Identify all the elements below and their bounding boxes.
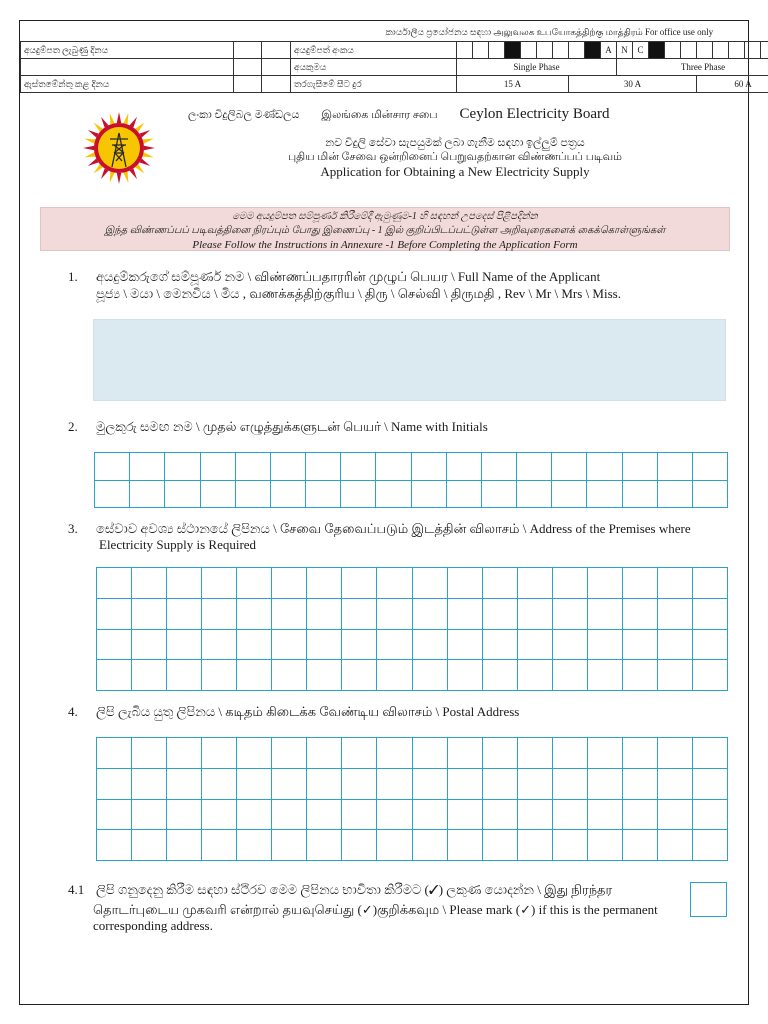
grid-cell[interactable] [132,568,167,599]
grid-cell[interactable] [518,568,553,599]
question-2-label: මුලකුරු සමඟ නම \ முதல் எழுத்துக்களுடன் பெயர் \ Name with Initials [96,419,488,434]
grid-cell[interactable] [447,481,482,509]
grid-cell[interactable] [95,481,130,509]
grid-cell[interactable] [377,660,412,691]
grid-cell[interactable] [623,800,658,831]
name-with-initials-grid[interactable] [94,452,728,508]
code-letter-n: N [617,42,633,59]
grid-cell[interactable] [237,830,272,861]
grid-cell[interactable] [552,481,587,509]
grid-cell[interactable] [376,481,411,509]
grid-cell[interactable] [413,568,448,599]
grid-cell[interactable] [97,800,132,831]
question-3-label-cont: Electricity Supply is Required [99,537,257,552]
grid-cell[interactable] [553,568,588,599]
code-cell-blackout [649,42,665,59]
grid-cell[interactable] [202,800,237,831]
grid-cell[interactable] [483,630,518,661]
code-letter-c: C [633,42,649,59]
question-4-1 [68,882,612,898]
grid-cell[interactable] [167,630,202,661]
grid-cell[interactable] [413,660,448,691]
code-letter-a: A [601,42,617,59]
grid-cell[interactable] [413,830,448,861]
grid-cell[interactable] [623,568,658,599]
org-name-tamil: இலங்கை மின்சார சபை [321,109,438,121]
grid-cell[interactable] [587,453,622,481]
grid-cell[interactable] [518,630,553,661]
grid-cell[interactable] [272,738,307,769]
code-cell[interactable] [665,42,681,59]
notice-tamil: இந்த விண்ணப்பப் படிவத்தினை நிரப்பும் போது இணைப்பு - 1 இல் குறிப்பிடப்பட்டுள்ள அறிவுரைகளைக் கைக்கொள்ளுங்கள் [104,225,666,236]
grid-cell[interactable] [448,660,483,691]
grid-cell[interactable] [95,453,130,481]
grid-cell[interactable] [342,830,377,861]
org-name-english: Ceylon Electricity Board [459,106,610,122]
received-date-label: අයදුම්පත ලැබුණු දිනය [21,42,234,59]
code-cell[interactable] [521,42,537,59]
estimate-date-label: ඇස්තමේන්තු කළ දිනය [21,76,234,93]
grid-cell[interactable] [272,599,307,630]
org-name-sinhala: ලංකා විදුලිබල මණ්ඩලය [188,109,300,121]
blank-cell [21,59,234,76]
grid-cell[interactable] [201,481,236,509]
grid-cell[interactable] [132,660,167,691]
grid-cell[interactable] [130,453,165,481]
question-1-honorifics: පූජ්‍ය \ මයා \ මෙනවිය \ මිය , வணக்கத்திற்குரிய \ திரு \ செல்வி \ திருமதி , Rev \ Mr \ Mrs \ Miss. [96,286,621,301]
tariff-label: අයකුමය [291,59,457,76]
grid-cell[interactable] [201,453,236,481]
received-date-field[interactable] [234,42,262,59]
grid-cell[interactable] [483,769,518,800]
grid-cell[interactable] [553,830,588,861]
grid-cell[interactable] [272,769,307,800]
question-1-number: 1. [68,269,78,284]
grid-cell[interactable] [237,599,272,630]
question-4-1-label-cont2: corresponding address. [93,918,213,933]
code-cell[interactable] [457,42,473,59]
grid-cell[interactable] [553,800,588,831]
grid-cell[interactable] [165,453,200,481]
ceb-logo-icon [82,111,156,185]
grid-cell[interactable] [623,830,658,861]
question-4-1-label-cont1: தொடர்புடைய முகவரி என்றால் தயவுசெய்து (✓)குறிக்கவும \ Please mark (✓) if this is the permanent [93,902,658,917]
grid-cell[interactable] [623,453,658,481]
grid-cell[interactable] [447,453,482,481]
grid-cell[interactable] [587,481,622,509]
question-4-label: ලිපි ලැබිය යුතු ලිපිනය \ கடிதம் கிடைக்க வேண்டிய விலாசம் \ Postal Address [96,704,520,719]
grid-cell[interactable] [237,568,272,599]
grid-cell[interactable] [377,769,412,800]
form-title-english: Application for Obtaining a New Electricity Supply [320,164,590,179]
grid-cell[interactable] [341,453,376,481]
grid-cell[interactable] [693,630,728,661]
grid-cell[interactable] [552,453,587,481]
grid-cell[interactable] [342,568,377,599]
grid-cell[interactable] [377,800,412,831]
grid-cell[interactable] [553,660,588,691]
permanent-address-checkbox[interactable] [690,882,727,917]
grid-cell[interactable] [413,800,448,831]
grid-cell[interactable] [342,800,377,831]
grid-cell[interactable] [376,453,411,481]
grid-cell[interactable] [307,738,342,769]
grid-cell[interactable] [588,738,623,769]
instructions-notice [40,207,730,251]
code-cell[interactable] [553,42,569,59]
grid-cell[interactable] [448,630,483,661]
grid-cell[interactable] [623,738,658,769]
grid-cell[interactable] [237,769,272,800]
grid-cell[interactable] [412,453,447,481]
grid-cell[interactable] [342,769,377,800]
grid-cell[interactable] [271,453,306,481]
question-4-1-number: 4.1 [68,882,85,897]
question-2 [68,419,488,435]
grid-cell[interactable] [588,660,623,691]
grid-cell[interactable] [413,738,448,769]
premises-address-grid[interactable] [96,567,728,691]
grid-cell[interactable] [412,481,447,509]
grid-cell[interactable] [272,800,307,831]
code-cell[interactable] [713,42,729,59]
grid-cell[interactable] [482,481,517,509]
grid-cell[interactable] [448,830,483,861]
grid-cell[interactable] [132,630,167,661]
office-use-note: කාර්යාලීය ප්‍රයෝජනය සඳහා அலுவலக உபயோகத்திற்கு மாத்திரம் For office use only [385,27,714,37]
question-1-label: අයදුම්කරුගේ සම්පූර්ණ නම \ விண்ணப்பதாரரின் முழுப் பெயர \ Full Name of the Applicant [96,269,601,284]
grid-cell[interactable] [448,800,483,831]
grid-cell[interactable] [517,453,552,481]
grid-cell[interactable] [693,800,728,831]
blank-cell [234,59,262,76]
grid-cell[interactable] [658,800,693,831]
grid-cell[interactable] [658,453,693,481]
grid-cell[interactable] [272,630,307,661]
grid-cell[interactable] [588,568,623,599]
grid-cell[interactable] [202,568,237,599]
grid-cell[interactable] [165,481,200,509]
grid-cell[interactable] [448,738,483,769]
grid-cell[interactable] [97,630,132,661]
blank-cell [262,59,291,76]
question-4 [68,704,519,720]
org-name-line [188,106,718,123]
code-cell[interactable] [761,42,768,59]
grid-cell[interactable] [307,769,342,800]
grid-cell[interactable] [237,738,272,769]
grid-cell[interactable] [307,568,342,599]
office-use-table [20,25,768,93]
grid-cell[interactable] [202,660,237,691]
notice-sinhala: මෙම අයදුම්පත සම්පූර්ණ කිරීමේදී ඇමුණුම-1 හි සඳහන් උපදෙස් පිළිපදින්න [232,211,538,222]
grid-cell[interactable] [623,599,658,630]
grid-cell[interactable] [342,738,377,769]
grid-cell[interactable] [132,738,167,769]
grid-cell[interactable] [202,599,237,630]
question-3-number: 3. [68,521,78,536]
amp-30-option[interactable]: 30 A [569,76,697,93]
code-cell[interactable] [729,42,745,59]
grid-cell[interactable] [342,630,377,661]
estimate-date-field-2[interactable] [262,76,291,93]
grid-cell[interactable] [413,599,448,630]
grid-cell[interactable] [518,599,553,630]
grid-cell[interactable] [167,769,202,800]
grid-cell[interactable] [202,769,237,800]
grid-cell[interactable] [693,830,728,861]
grid-cell[interactable] [588,630,623,661]
form-title-tamil: புதிய மின் சேவை ஒன்றினைப் பெறுவதற்கான விண்ணப்பப் படிவம் [287,151,623,163]
grid-cell[interactable] [307,630,342,661]
grid-cell[interactable] [167,599,202,630]
grid-cell[interactable] [623,769,658,800]
grid-cell[interactable] [97,738,132,769]
grid-cell[interactable] [553,630,588,661]
grid-cell[interactable] [272,660,307,691]
grid-cell[interactable] [167,738,202,769]
code-cell[interactable] [473,42,489,59]
grid-cell[interactable] [483,568,518,599]
grid-cell[interactable] [693,568,728,599]
single-phase-option[interactable]: Single Phase [457,59,617,76]
notice-english: Please Follow the Instructions in Annexure -1 Before Completing the Application Form [192,239,578,251]
grid-cell[interactable] [237,660,272,691]
grid-cell[interactable] [236,481,271,509]
grid-cell[interactable] [658,599,693,630]
grid-cell[interactable] [623,630,658,661]
grid-cell[interactable] [518,769,553,800]
grid-cell[interactable] [658,568,693,599]
grid-cell[interactable] [132,769,167,800]
grid-cell[interactable] [342,599,377,630]
grid-cell[interactable] [413,630,448,661]
grid-cell[interactable] [658,630,693,661]
grid-cell[interactable] [693,453,728,481]
grid-cell[interactable] [97,830,132,861]
form-title-sinhala: නව විදුලි සේවා සැපයුමක් ලබා ගැනීම සඳහා ඉල්ලුම් පත්‍රය [325,137,585,149]
grid-cell[interactable] [237,800,272,831]
code-cell[interactable] [681,42,697,59]
grid-cell[interactable] [693,599,728,630]
grid-cell[interactable] [448,769,483,800]
grid-cell[interactable] [658,830,693,861]
grid-cell[interactable] [483,738,518,769]
grid-cell[interactable] [693,660,728,691]
grid-cell[interactable] [377,568,412,599]
code-cell[interactable] [489,42,505,59]
grid-cell[interactable] [693,769,728,800]
code-cell[interactable] [697,42,713,59]
grid-cell[interactable] [588,769,623,800]
question-4-1-label: ලිපි ගනුදෙනු කිරීම සඳහා ස්ථිරව මෙම ලිපිනය භාවිතා කිරීමට (✓) ලකුණ යොදන්න \ இது நிரந்தர [96,882,613,897]
grid-cell[interactable] [272,830,307,861]
grid-cell[interactable] [448,599,483,630]
grid-cell[interactable] [341,481,376,509]
grid-cell[interactable] [307,660,342,691]
grid-cell[interactable] [588,830,623,861]
grid-cell[interactable] [167,800,202,831]
grid-cell[interactable] [518,738,553,769]
grid-cell[interactable] [97,599,132,630]
grid-cell[interactable] [377,830,412,861]
grid-cell[interactable] [167,568,202,599]
grid-cell[interactable] [306,481,341,509]
grid-cell[interactable] [307,830,342,861]
grid-cell[interactable] [236,453,271,481]
distance-label: තරගැසීමේ සීට දුර [291,76,457,93]
grid-cell[interactable] [482,453,517,481]
grid-cell[interactable] [202,830,237,861]
grid-cell[interactable] [377,738,412,769]
grid-cell[interactable] [623,660,658,691]
code-cell[interactable] [745,42,761,59]
grid-cell[interactable] [307,800,342,831]
grid-cell[interactable] [202,738,237,769]
question-2-number: 2. [68,419,78,434]
code-cell[interactable] [569,42,585,59]
grid-cell[interactable] [167,660,202,691]
question-3 [68,521,691,537]
grid-cell[interactable] [483,800,518,831]
grid-cell[interactable] [167,830,202,861]
estimate-date-field[interactable] [234,76,262,93]
application-no-label: අයදුම්පත් අංකය [291,42,457,59]
code-cell-blackout [585,42,601,59]
grid-cell[interactable] [97,568,132,599]
received-date-field-2[interactable] [262,42,291,59]
grid-cell[interactable] [413,769,448,800]
grid-cell[interactable] [448,568,483,599]
grid-cell[interactable] [623,481,658,509]
three-phase-option[interactable]: Three Phase [617,59,768,76]
grid-cell[interactable] [132,830,167,861]
grid-cell[interactable] [272,568,307,599]
grid-cell[interactable] [658,481,693,509]
grid-cell[interactable] [97,660,132,691]
grid-cell[interactable] [588,800,623,831]
amp-60-option[interactable]: 60 A [697,76,768,93]
question-3-label: සේවාව අවශ්‍ය ස්ථානයේ ලිපිනය \ சேவை தேவைப்படும் இடத்தின் விலாசம் \ Address of the Premises where [96,521,691,536]
grid-cell[interactable] [132,800,167,831]
grid-cell[interactable] [483,599,518,630]
grid-cell[interactable] [553,738,588,769]
full-name-input[interactable] [93,319,726,401]
grid-cell[interactable] [202,630,237,661]
code-cell[interactable] [537,42,553,59]
grid-cell[interactable] [306,453,341,481]
grid-cell[interactable] [342,660,377,691]
grid-cell[interactable] [377,599,412,630]
grid-cell[interactable] [693,738,728,769]
grid-cell[interactable] [237,630,272,661]
grid-cell[interactable] [588,599,623,630]
grid-cell[interactable] [271,481,306,509]
grid-cell[interactable] [518,830,553,861]
grid-cell[interactable] [97,769,132,800]
grid-cell[interactable] [483,830,518,861]
grid-cell[interactable] [553,769,588,800]
grid-cell[interactable] [658,660,693,691]
grid-cell[interactable] [658,769,693,800]
postal-address-grid[interactable] [96,737,728,861]
amp-15-option[interactable]: 15 A [457,76,569,93]
grid-cell[interactable] [658,738,693,769]
grid-cell[interactable] [517,481,552,509]
grid-cell[interactable] [377,630,412,661]
grid-cell[interactable] [518,660,553,691]
grid-cell[interactable] [132,599,167,630]
question-1 [68,269,600,285]
grid-cell[interactable] [130,481,165,509]
question-4-number: 4. [68,704,78,719]
grid-cell[interactable] [693,481,728,509]
grid-cell[interactable] [553,599,588,630]
code-cell-blackout [505,42,521,59]
grid-cell[interactable] [518,800,553,831]
grid-cell[interactable] [483,660,518,691]
grid-cell[interactable] [307,599,342,630]
